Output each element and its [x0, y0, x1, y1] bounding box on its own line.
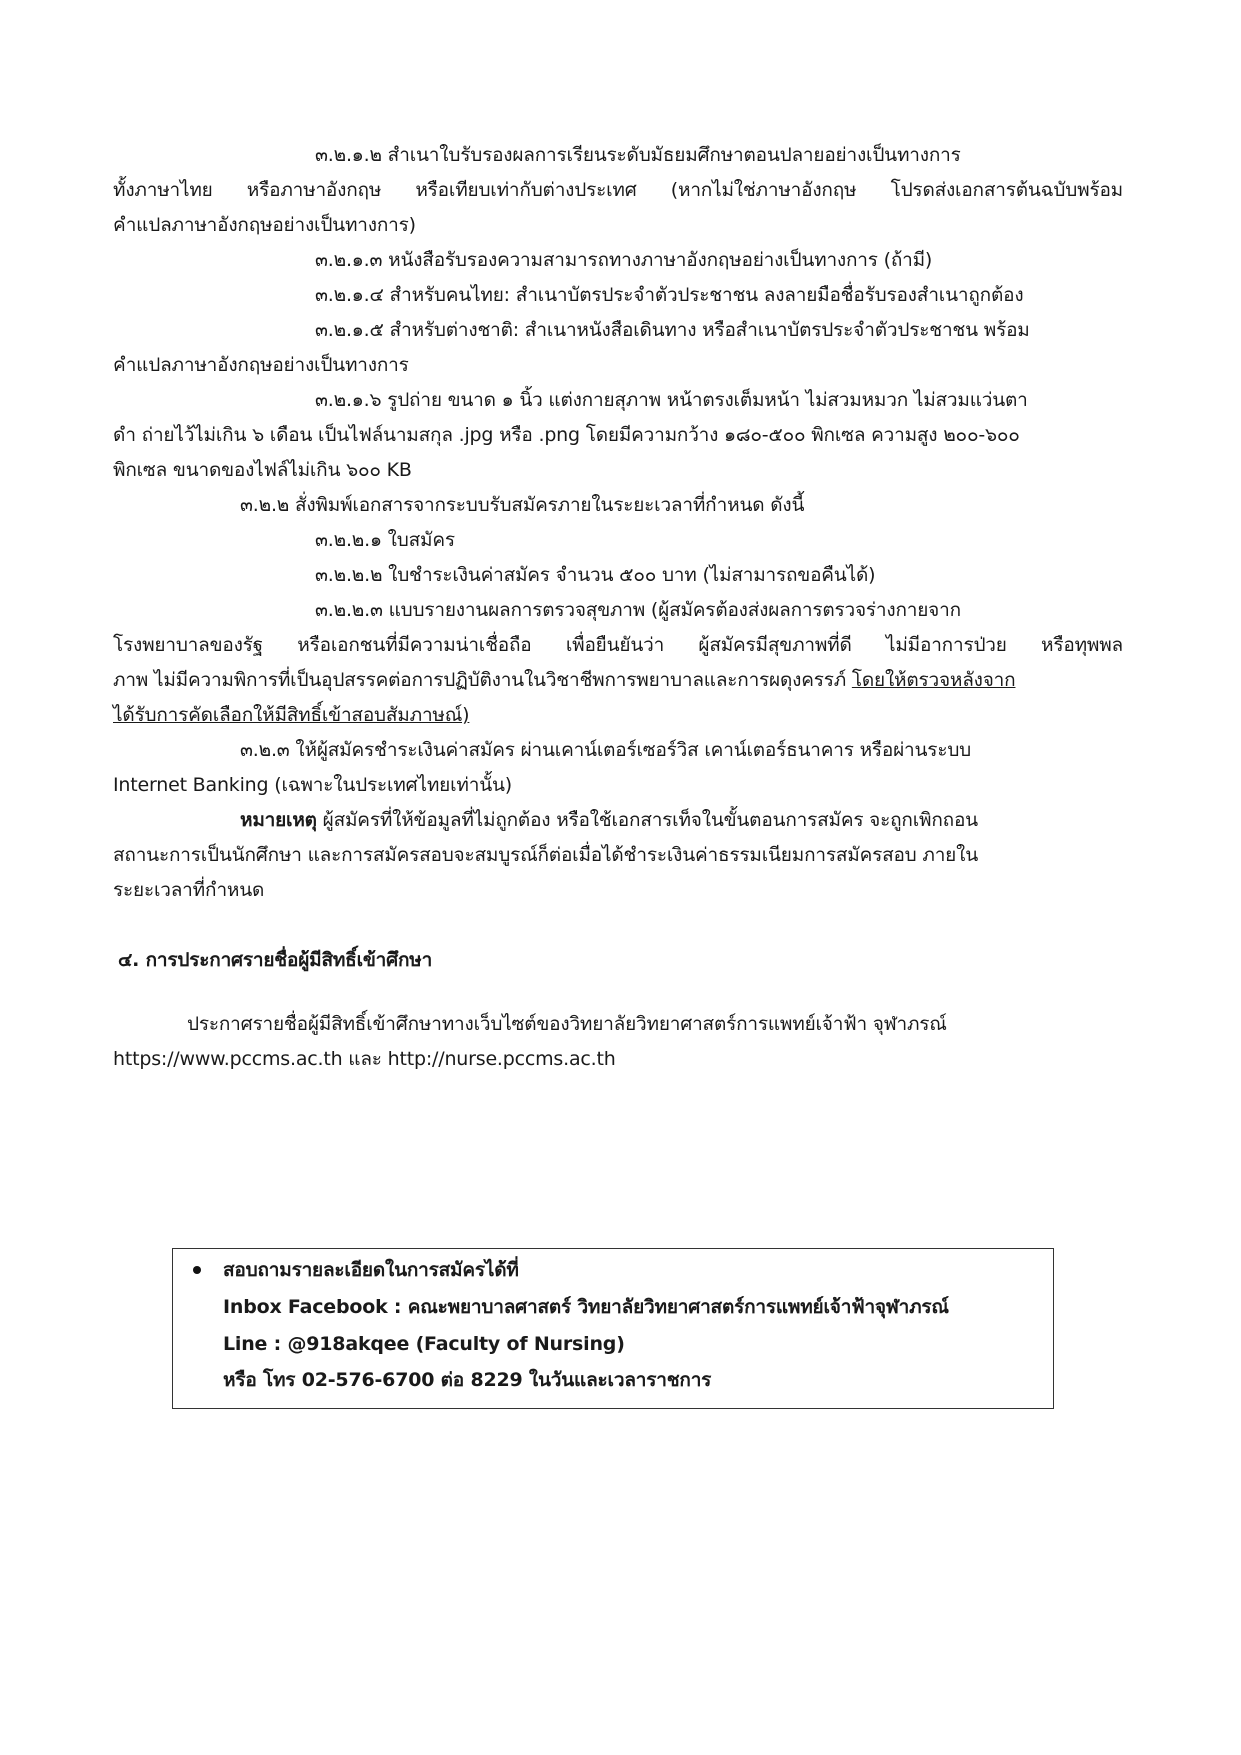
- section-4-heading: ๔. การประกาศรายชื่อผู้มีสิทธิ์เข้าศึกษา: [118, 949, 433, 971]
- item-3-2-2-3-line3-text: ภาพ ไม่มีความพิการที่เป็นอุปสรรคต่อการปฏิบัติงานในวิชาชีพการพยาบาลและการผดุงครรภ์: [113, 669, 852, 691]
- item-3-2-2-3-line3-underlined: โดยให้ตรวจหลังจาก: [851, 669, 1016, 691]
- contact-box: [172, 1248, 1054, 1409]
- item-3-2-1-6-line3: พิกเซล ขนาดของไฟล์ไม่เกิน ๖๐๐ KB: [113, 459, 412, 481]
- item-3-2-1-3: ๓.๒.๑.๓ หนังสือรับรองความสามารถทางภาษาอังกฤษอย่างเป็นทางการ (ถ้ามี): [315, 249, 933, 271]
- section-4-line1: ประกาศรายชื่อผู้มีสิทธิ์เข้าศึกษาทางเว็บไซต์ของวิทยาลัยวิทยาศาสตร์การแพทย์เจ้าฟ้า จุฬาภรณ์: [187, 1013, 947, 1035]
- contact-phone: หรือ โทร 02-576-6700 ต่อ 8229 ในวันและเวลาราชการ: [223, 1369, 712, 1391]
- website-link-nurse[interactable]: http://nurse.pccms.ac.th: [387, 1048, 616, 1070]
- note-line1: [240, 807, 1241, 833]
- note-line3: ระยะเวลาที่กำหนด: [113, 879, 265, 901]
- note-label: หมายเหตุ: [240, 809, 317, 831]
- item-3-2-2-2: ๓.๒.๒.๒ ใบชำระเงินค่าสมัคร จำนวน ๕๐๐ บาท (ไม่สามารถขอคืนได้): [315, 564, 876, 586]
- website-link-main[interactable]: https://www.pccms.ac.th: [113, 1048, 343, 1070]
- item-3-2-2-3-line1: ๓.๒.๒.๓ แบบรายงานผลการตรวจสุขภาพ (ผู้สมัครต้องส่งผลการตรวจร่างกายจาก: [315, 599, 961, 621]
- item-3-2-2: ๓.๒.๒ สั่งพิมพ์เอกสารจากระบบรับสมัครภายในระยะเวลาที่กำหนด ดังนี้: [240, 494, 805, 516]
- item-3-2-3-line1: ๓.๒.๓ ให้ผู้สมัครชำระเงินค่าสมัคร ผ่านเคาน์เตอร์เซอร์วิส เคาน์เตอร์ธนาคาร หรือผ่านระบบ: [240, 739, 972, 761]
- bullet-icon: [193, 1266, 201, 1274]
- item-3-2-1-5-line1: ๓.๒.๑.๕ สำหรับต่างชาติ: สำเนาหนังสือเดินทาง หรือสำเนาบัตรประจำตัวประชาชน พร้อม: [315, 319, 1030, 341]
- item-3-2-3-line2: Internet Banking (เฉพาะในประเทศไทยเท่านั้น): [113, 774, 512, 796]
- note-line2: สถานะการเป็นนักศึกษา และการสมัครสอบจะสมบูรณ์ก็ต่อเมื่อได้ชำระเงินค่าธรรมเนียมการสมัครสอบ ภายใน: [113, 844, 978, 866]
- and-text: และ: [342, 1048, 388, 1070]
- item-3-2-2-3-line2: โรงพยาบาลของรัฐ หรือเอกชนที่มีความน่าเชื่อถือ เพื่อยืนยันว่า ผู้สมัครมีสุขภาพที่ดี ไม่มีอาการป่วย หรือทุพพล: [113, 634, 1123, 656]
- item-3-2-2-3-line4-underlined: ได้รับการคัดเลือกให้มีสิทธิ์เข้าสอบสัมภาษณ์): [113, 704, 470, 726]
- contact-title: สอบถามรายละเอียดในการสมัครได้ที่: [223, 1259, 519, 1281]
- item-3-2-1-6-line2: ดำ ถ่ายไว้ไม่เกิน ๖ เดือน เป็นไฟล์นามสกุล .jpg หรือ .png โดยมีความกว้าง ๑๘๐-๕๐๐ พิกเซล ความสูง ๒๐๐-๖๐๐: [113, 424, 1020, 446]
- item-3-2-2-1: ๓.๒.๒.๑ ใบสมัคร: [315, 529, 455, 551]
- note-line1-text: ผู้สมัครที่ให้ข้อมูลที่ไม่ถูกต้อง หรือใช้เอกสารเท็จในขั้นตอนการสมัคร จะถูกเพิกถอน: [316, 809, 978, 831]
- section-4-line2: [113, 1046, 1123, 1072]
- item-3-2-1-2-line1: ๓.๒.๑.๒ สำเนาใบรับรองผลการเรียนระดับมัธยมศึกษาตอนปลายอย่างเป็นทางการ: [315, 144, 961, 166]
- item-3-2-1-2-line3: คำแปลภาษาอังกฤษอย่างเป็นทางการ): [113, 214, 416, 236]
- contact-facebook: Inbox Facebook : คณะพยาบาลศาสตร์ วิทยาลัยวิทยาศาสตร์การแพทย์เจ้าฟ้าจุฬาภรณ์: [223, 1296, 949, 1318]
- item-3-2-1-5-line2: คำแปลภาษาอังกฤษอย่างเป็นทางการ: [113, 354, 409, 376]
- item-3-2-2-3-line3: [113, 667, 1123, 693]
- contact-line: Line : @918akqee (Faculty of Nursing): [223, 1333, 625, 1355]
- item-3-2-1-4: ๓.๒.๑.๔ สำหรับคนไทย: สำเนาบัตรประจำตัวประชาชน ลงลายมือชื่อรับรองสำเนาถูกต้อง: [315, 284, 1024, 306]
- item-3-2-1-6-line1: ๓.๒.๑.๖ รูปถ่าย ขนาด ๑ นิ้ว แต่งกายสุภาพ หน้าตรงเต็มหน้า ไม่สวมหมวก ไม่สวมแว่นตา: [315, 389, 1028, 411]
- item-3-2-1-2-line2: ทั้งภาษาไทย หรือภาษาอังกฤษ หรือเทียบเท่ากับต่างประเทศ (หากไม่ใช่ภาษาอังกฤษ โปรดส่งเอกสารต้นฉบับพร้อม: [113, 179, 1123, 201]
- item-3-2-2-3-line4: [113, 702, 1123, 728]
